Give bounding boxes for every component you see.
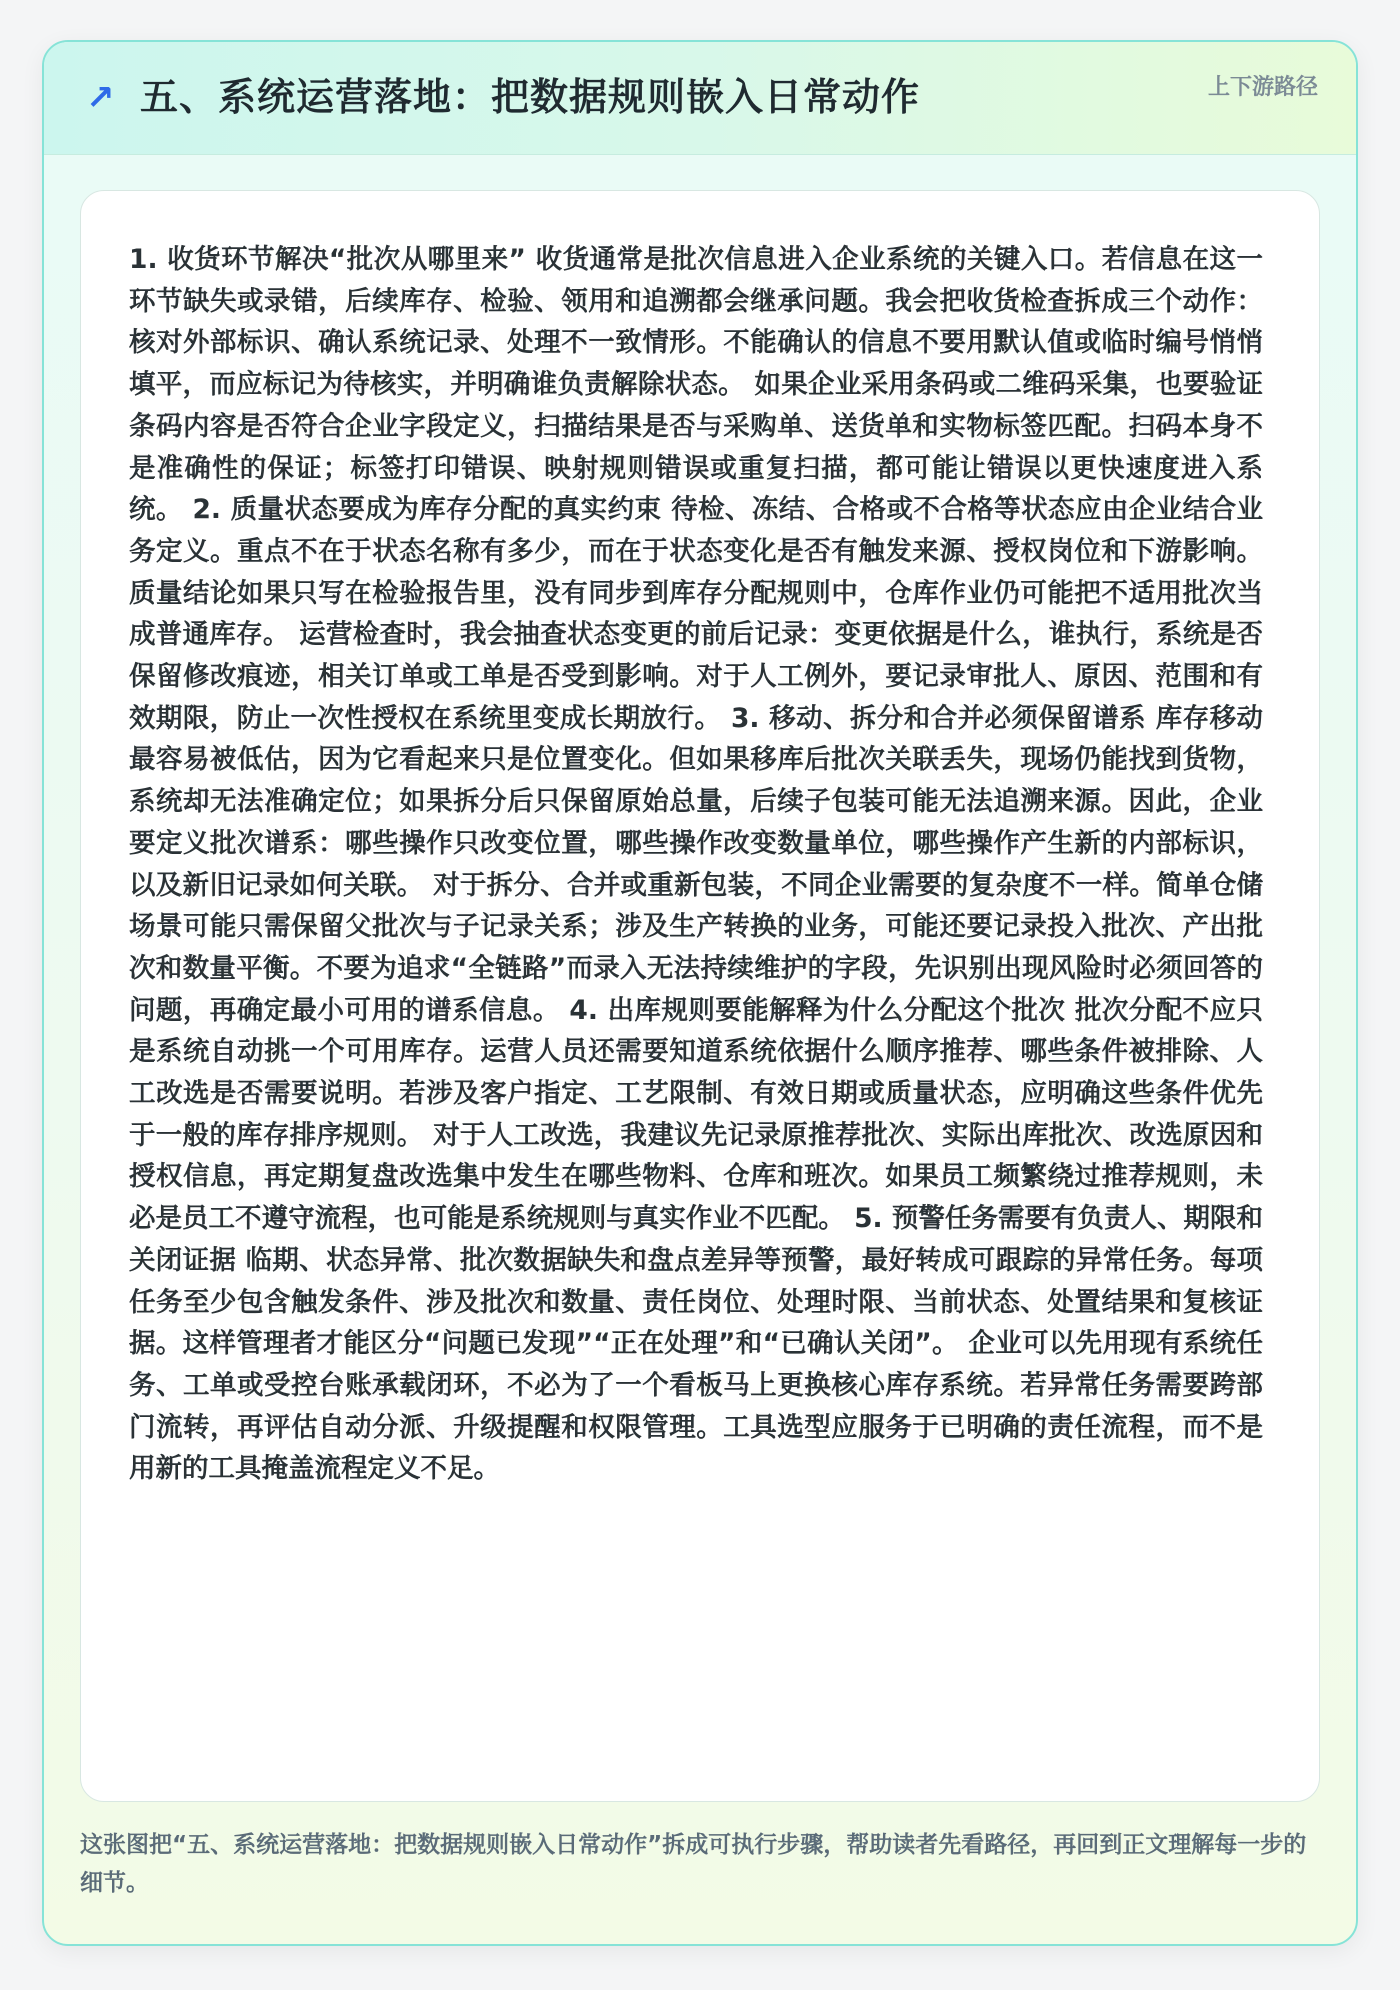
page-title: 五、系统运营落地：把数据规则嵌入日常动作 (140, 75, 921, 119)
info-card (42, 40, 1358, 1946)
figure-caption: 这张图把“五、系统运营落地：把数据规则嵌入日常动作”拆成可执行步骤，帮助读者先看路径，再回到正文理解每一步的细节。 (80, 1832, 1307, 1896)
card-header (44, 42, 1356, 155)
trend-arrow-icon: ↗ (86, 78, 115, 118)
category-tag: 上下游路径 (1207, 75, 1318, 100)
body-paragraph: 1. 收货环节解决“批次从哪里来” 收货通常是批次信息进入企业系统的关键入口。若信息在这一环节缺失或录错，后续库存、检验、领用和追溯都会继承问题。我会把收货检查拆成三个动作：核对外部标识、确认系统记录、处理不一致情形。不能确认的信息不要用默认值或临时编号悄悄填平，而应标记为待核实，并明确谁负责解除状态。 如果企业采用条码或二维码采集，也要验证条码内容是否符合企业字段定义，扫描结果是否与采购单、送货单和实物标签匹配。扫码本身不是准确性的保证；标签打印错误、映射规则错误或重复扫描，都可能让错误以更快速度进入系统。 2. 质量状态要成为库存分配的真实约束 待检、冻结、合格或不合格等状态应由企业结合业务定义。重点不在于状态名称有多少，而在于状态变化是否有触发来源、授权岗位和下游影响。质量结论如果只写在检验报告里，没有同步到库存分配规则中，仓库作业仍可能把不适用批次当成普通库存。 运营检查时，我会抽查状态变更的前后记录：变更依据是什么，谁执行，系统是否保留修改痕迹，相关订单或工单是否受到影响。对于人工例外，要记录审批人、原因、范围和有效期限，防止一次性授权在系统里变成长期放行。 3. 移动、拆分和合并必须保留谱系 库存移动最容易被低估，因为它看起来只是位置变化。但如果移库后批次关联丢失，现场仍能找到货物，系统却无法准确定位；如果拆分后只保留原始总量，后续子包装可能无法追溯来源。因此，企业要定义批次谱系：哪些操作只改变位置，哪些操作改变数量单位，哪些操作产生新的内部标识，以及新旧记录如何关联。 对于拆分、合并或重新包装，不同企业需要的复杂度不一样。简单仓储场景可能只需保留父批次与子记录关系；涉及生产转换的业务，可能还要记录投入批次、产出批次和数量平衡。不要为追求“全链路”而录入无法持续维护的字段，先识别出现风险时必须回答的问题，再确定最小可用的谱系信息。 4. 出库规则要能解释为什么分配这个批次 批次分配不应只是系统自动挑一个可用库存。运营人员还需要知道系统依据什么顺序推荐、哪些条件被排除、人工改选是否需要说明。若涉及客户指定、工艺限制、有效日期或质量状态，应明确这些条件优先于一般的库存排序规则。 对于人工改选，我建议先记录原推荐批次、实际出库批次、改选原因和授权信息，再定期复盘改选集中发生在哪些物料、仓库和班次。如果员工频繁绕过推荐规则，未必是员工不遵守流程，也可能是系统规则与真实作业不匹配。 5. 预警任务需要有负责人、期限和关闭证据 临期、状态异常、批次数据缺失和盘点差异等预警，最好转成可跟踪的异常任务。每项任务至少包含触发条件、涉及批次和数量、责任岗位、处理时限、当前状态、处置结果和复核证据。这样管理者才能区分“问题已发现”“正在处理”和“已确认关闭”。 企业可以先用现有系统任务、工单或受控台账承载闭环，不必为了一个看板马上更换核心库存系统。若异常任务需要跨部门流转，再评估自动分派、升级提醒和权限管理。工具选型应服务于已明确的责任流程，而不是用新的工具掩盖流程定义不足。 (129, 244, 1263, 1485)
content-panel (80, 190, 1320, 1802)
